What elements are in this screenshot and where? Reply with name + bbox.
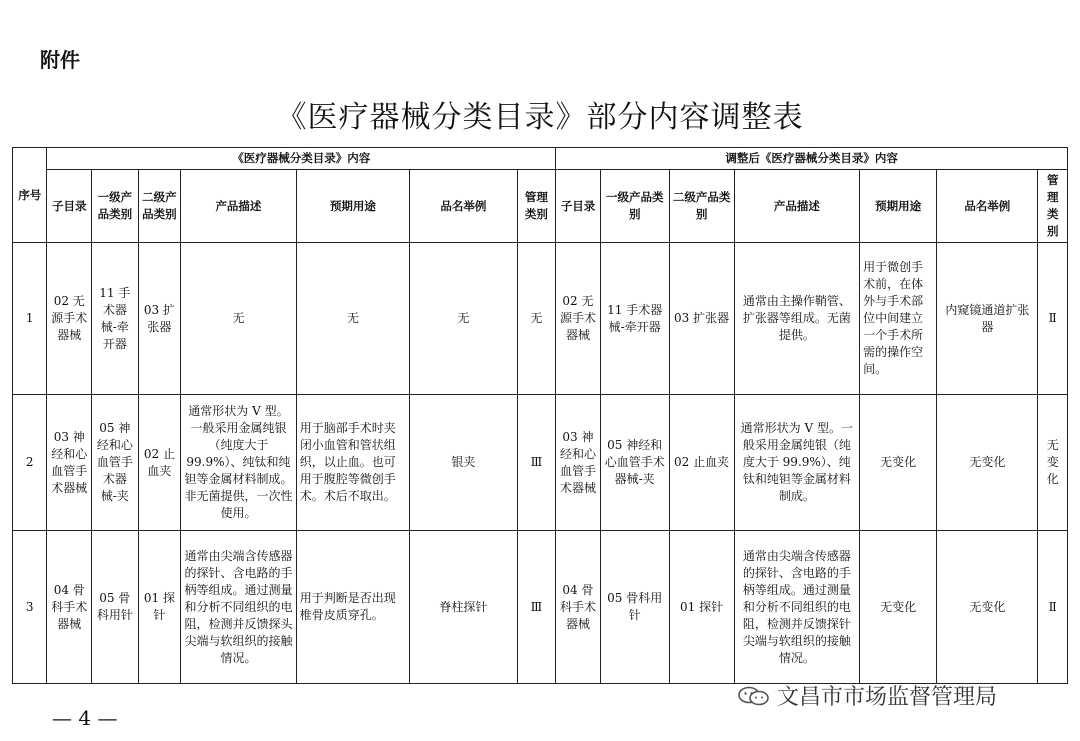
- seq-cell: 3: [13, 531, 47, 684]
- table-cell: 通常由尖端含传感器的探针、含电路的手柄等组成。通过测量和分析不同组织的电阻，检测并反馈探头尖端与软组织的接触情况。: [181, 531, 297, 684]
- table-cell: 04 骨科手术器械: [47, 531, 92, 684]
- table-cell: 内窥镜通道扩张器: [937, 243, 1038, 395]
- attachment-label: 附件: [40, 48, 80, 72]
- table-cell: 通常形状为 V 型。一般采用金属纯银（纯度大于99.9%）、纯钛和纯钽等金属材料制成。非无菌提供，一次性使用。: [181, 395, 297, 531]
- group-header-row: [13, 148, 1068, 170]
- column-header: 预期用途: [860, 170, 937, 243]
- table-cell: 03 神经和心血管手术器械: [47, 395, 92, 531]
- table-cell: 无: [296, 243, 409, 395]
- seq-header: 序号: [13, 148, 47, 243]
- table-cell: 银夹: [410, 395, 517, 531]
- column-header: 二级产品类别: [669, 170, 734, 243]
- table-cell: Ⅲ: [517, 531, 556, 684]
- table-cell: 03 神经和心血管手术器械: [556, 395, 601, 531]
- table-cell: 通常由主操作鞘管、扩张器等组成。无菌提供。: [734, 243, 860, 395]
- column-header: 子目录: [556, 170, 601, 243]
- table-cell: 02 无源手术器械: [47, 243, 92, 395]
- table-cell: 通常形状为 V 型。一般采用金属纯银（纯度大于 99.9%）、纯钛和纯钽等金属材料制成。: [734, 395, 860, 531]
- wechat-icon: [737, 686, 771, 706]
- column-header: 子目录: [47, 170, 92, 243]
- table-cell: 05 骨科用针: [600, 531, 669, 684]
- seq-cell: 1: [13, 243, 47, 395]
- table-cell: 用于微创手术前，在体外与手术部位中间建立一个手术所需的操作空间。: [860, 243, 937, 395]
- watermark: [737, 680, 997, 711]
- table-cell: 04 骨科手术器械: [556, 531, 601, 684]
- table-cell: 无: [517, 243, 556, 395]
- column-header: 一级产品类别: [92, 170, 139, 243]
- table-cell: 无变化: [860, 531, 937, 684]
- column-header: 二级产品类别: [138, 170, 181, 243]
- table-cell: 03 扩张器: [669, 243, 734, 395]
- table-cell: 01 探针: [138, 531, 181, 684]
- column-header: 一级产品类别: [600, 170, 669, 243]
- table-cell: 无变化: [937, 531, 1038, 684]
- table-cell: 11 手术器械-牵开器: [92, 243, 139, 395]
- column-header: 预期用途: [296, 170, 409, 243]
- table-cell: 用于判断是否出现椎骨皮质穿孔。: [296, 531, 409, 684]
- seq-cell: 2: [13, 395, 47, 531]
- column-header: 产品描述: [181, 170, 297, 243]
- table-cell: 05 骨科用针: [92, 531, 139, 684]
- table-cell: Ⅲ: [517, 395, 556, 531]
- watermark-text: 文昌市市场监督管理局: [777, 685, 998, 710]
- table-cell: 无变化: [1038, 395, 1068, 531]
- page-number: — 4 —: [52, 706, 118, 730]
- table-cell: 03 扩张器: [138, 243, 181, 395]
- table-cell: 05 神经和心血管手术器械-夹: [92, 395, 139, 531]
- table-cell: Ⅱ: [1038, 531, 1068, 684]
- table-cell: 无变化: [860, 395, 937, 531]
- table-row: [13, 243, 1068, 395]
- table-cell: 通常由尖端含传感器的探针、含电路的手柄等组成。通过测量和分析不同组织的电阻，检测并反馈探针尖端与软组织的接触情况。: [734, 531, 860, 684]
- table-cell: 无: [181, 243, 297, 395]
- table-cell: 02 止血夹: [669, 395, 734, 531]
- table-cell: 05 神经和心血管手术器械-夹: [600, 395, 669, 531]
- table-row: [13, 395, 1068, 531]
- table-cell: 01 探针: [669, 531, 734, 684]
- table-row: [13, 531, 1068, 684]
- left-group-header: 《医疗器械分类目录》内容: [47, 148, 556, 170]
- adjustment-table: [12, 147, 1068, 684]
- column-header: 管理类别: [1038, 170, 1068, 243]
- table-cell: 无: [410, 243, 517, 395]
- page-title: 《医疗器械分类目录》部分内容调整表: [276, 100, 804, 135]
- table-cell: 02 无源手术器械: [556, 243, 601, 395]
- table-cell: 脊柱探针: [410, 531, 517, 684]
- column-header: 管理类别: [517, 170, 556, 243]
- right-group-header: 调整后《医疗器械分类目录》内容: [556, 148, 1068, 170]
- table-cell: 11 手术器械-牵开器: [600, 243, 669, 395]
- column-header: 品名举例: [410, 170, 517, 243]
- table-cell: 无变化: [937, 395, 1038, 531]
- column-header: 品名举例: [937, 170, 1038, 243]
- table-cell: Ⅱ: [1038, 243, 1068, 395]
- column-header-row: [13, 170, 1068, 243]
- table-cell: 02 止血夹: [138, 395, 181, 531]
- column-header: 产品描述: [734, 170, 860, 243]
- table-cell: 用于脑部手术时夹闭小血管和管状组织，以止血。也可用于腹腔等微创手术。术后不取出。: [296, 395, 409, 531]
